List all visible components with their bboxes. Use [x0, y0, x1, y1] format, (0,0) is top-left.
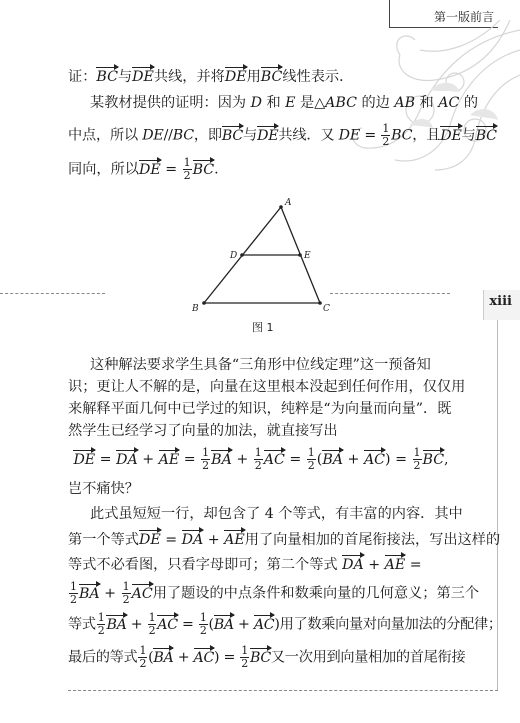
label-b: B — [192, 304, 199, 314]
display-equation: DE = DA + AE = $\frac{1}{2}$ BA + $\frac{1}{2}$ AC = $\frac{1}{2}$ (BA + AC) = $\frac{1}{2}$ BC, — [73, 446, 449, 472]
margin-dash-right — [330, 293, 450, 294]
footer-dash — [68, 690, 498, 691]
point-e — [298, 253, 302, 257]
text-line-11: 第一个等式DE = DA + AE用了向量相加的首尾衔接法，写出这样的 — [68, 532, 501, 548]
text-line-7: 来解释平面几何中已学过的知识，纯粹是“为向量而向量”．既 — [68, 401, 452, 417]
text-line-5: 这种解法要求学生具备“三角形中位线定理”这一预备知 — [90, 357, 431, 373]
label-c: C — [323, 304, 330, 314]
text-line-12: 等式不必看图，只看字母即可；第二个等式 DA + AE = — [68, 557, 422, 573]
text-line-14: 等式 $\frac{1}{2}$ BA + $\frac{1}{2}$ AC = $\frac{1}{2}$ (BA + AC)用了数乘向量对向量加法的分配律； — [68, 611, 502, 637]
text-line-3: 中点，所以 DE//BC，即BC与DE共线．又 DE = $\frac{1}{2}$ BC，且DE与BC — [68, 122, 497, 148]
text-line-13: $\frac{1}{2}$ BA + $\frac{1}{2}$ AC用了题设的中点条件和数乘向量的几何意义；第三个 — [70, 580, 480, 606]
text-line-10: 此式虽短短一行，却包含了 4 个等式，有丰富的内容．其中 — [90, 506, 463, 522]
running-header: 第一版前言 — [433, 10, 494, 24]
triangle-figure — [190, 195, 340, 315]
label-e: E — [304, 251, 311, 261]
point-d — [240, 253, 244, 257]
figure-caption: 图 1 — [252, 321, 274, 334]
text-line-15: 最后的等式 $\frac{1}{2}$ (BA + AC) = $\frac{1}{2}$ BC又一次用到向量相加的首尾衔接 — [68, 644, 466, 670]
text-line-1: 证：BC与DE共线，并将DE用BC线性表示． — [68, 69, 354, 85]
point-b — [202, 301, 206, 305]
text-line-2: 某教材提供的证明：因为 D 和 E 是△ABC 的边 AB 和 AC 的 — [90, 95, 479, 111]
text-line-4: 同向，所以DE = $\frac{1}{2}$ BC. — [68, 156, 219, 182]
point-c — [318, 301, 322, 305]
margin-dash-left — [0, 293, 105, 294]
page-number: xiii — [489, 294, 512, 309]
point-a — [279, 205, 283, 209]
text-line-8: 然学生已经学习了向量的加法，就直接写出 — [68, 423, 338, 439]
text-line-6: 识；更让人不解的是，向量在这里根本没起到任何作用，仅仅用 — [68, 379, 466, 395]
text-line-9: 岂不痛快？ — [68, 481, 139, 497]
label-a: A — [285, 198, 292, 208]
label-d: D — [230, 251, 238, 261]
margin-rule — [497, 320, 498, 690]
